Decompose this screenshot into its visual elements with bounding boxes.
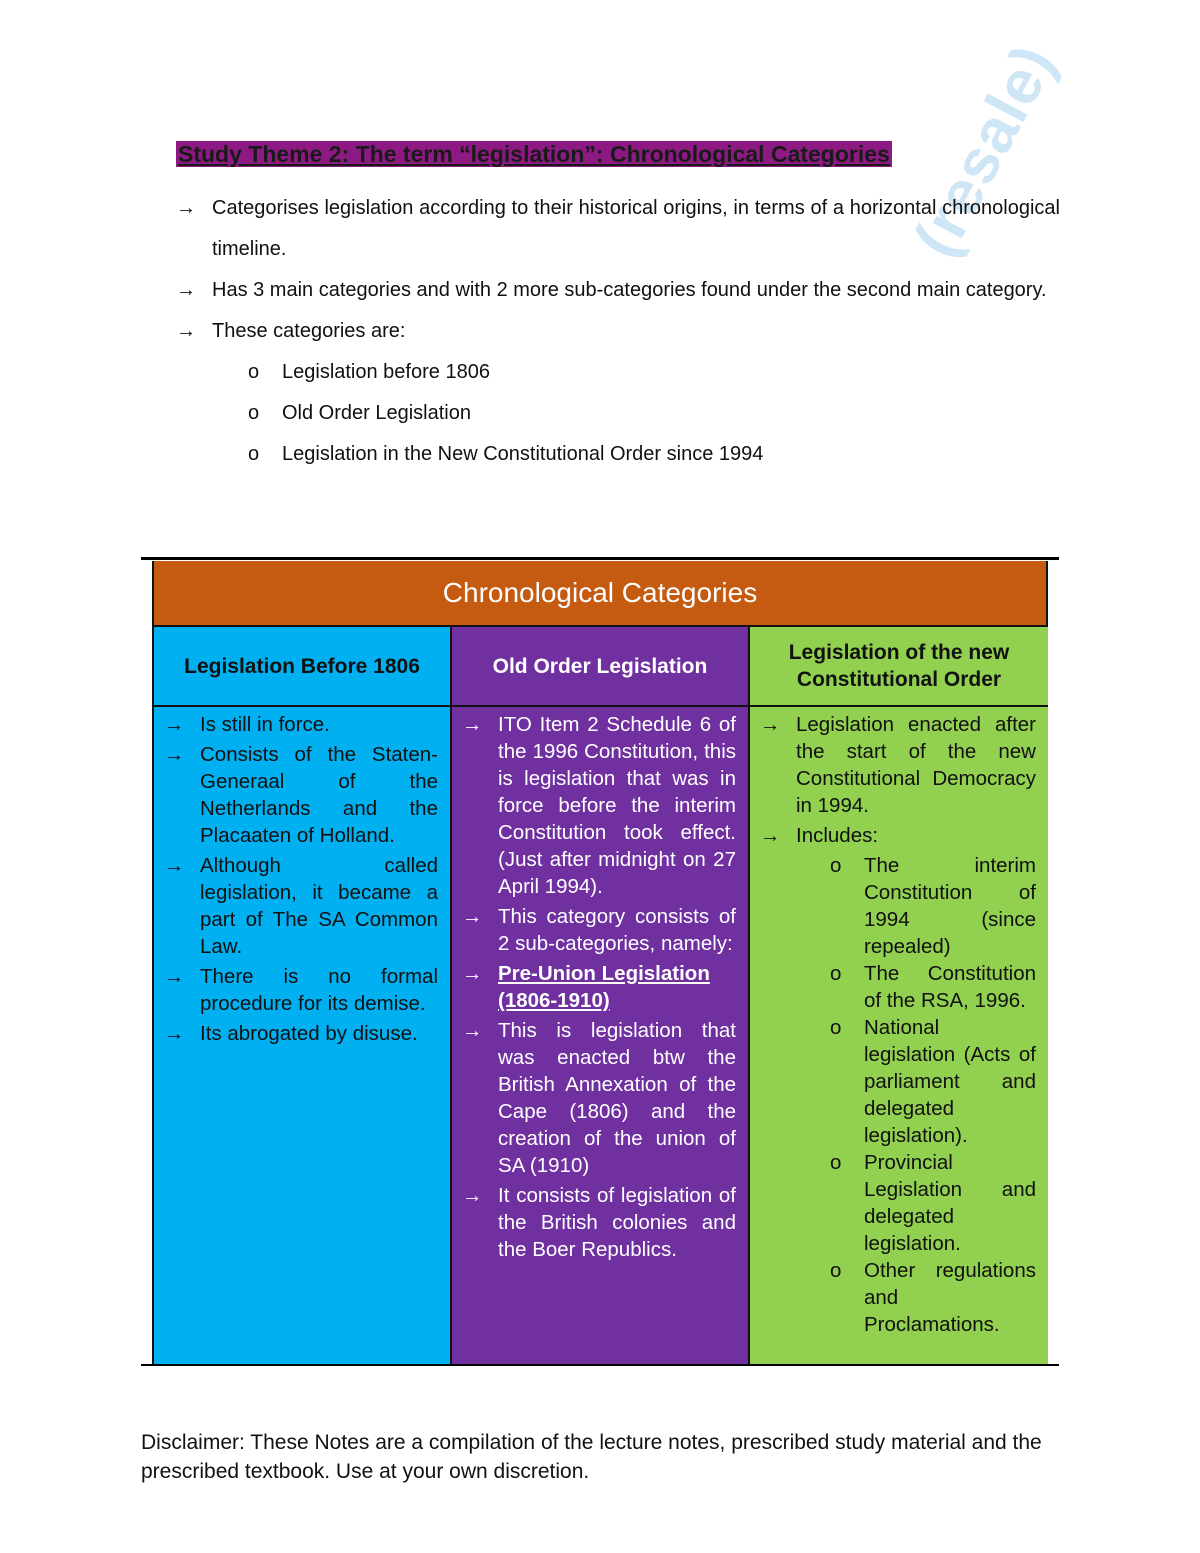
arrow-icon: → [164,854,185,877]
column-body [750,707,1048,1338]
arrow-icon: → [164,1022,185,1045]
sub-list-item: o Provincial Legislation and delegated legislation. [830,1151,1036,1255]
column-body [452,707,748,1263]
sub-bullet-item: o Legislation before 1806 [176,352,1060,393]
list-item: → ITO Item 2 Schedule 6 of the 1996 Constitution, this is legislation that was in force before the interim Constitution took effect. (Just after midnight on 27 April 1994). [462,713,736,898]
list-item: → Is still in force. [164,713,330,736]
column-heading: Legislation of the new Constitutional Order [750,627,1048,707]
arrow-icon: → [164,713,185,736]
list-item: → There is no formal procedure for its demise. [164,965,438,1015]
sub-list-item: o The interim Constitution of 1994 (since repealed) [830,854,1036,958]
circle-bullet-icon: o [830,854,842,877]
sub-list-item: o Other regulations and Proclamations. [830,1259,1036,1336]
table-header: Chronological Categories [154,561,1046,627]
list-item: → This category consists of 2 sub-categories, namely: [462,905,736,955]
column-body [154,707,450,1047]
chronological-categories-table [152,561,1048,1364]
circle-bullet-icon: o [830,1259,842,1282]
list-item: → Includes: [760,824,879,847]
arrow-icon: → [462,1019,483,1042]
arrow-icon: → [176,320,196,342]
sub-list-item: o National legislation (Acts of parliament and delegated legislation). [830,1016,1036,1147]
arrow-icon: → [760,824,781,847]
sub-list-item: o The Constitution of the RSA, 1996. [830,962,1036,1012]
circle-bullet-icon: o [830,962,842,985]
circle-bullet-icon: o [248,361,260,383]
arrow-icon: → [462,905,483,928]
circle-bullet-icon: o [830,1016,842,1039]
arrow-icon: → [462,1184,483,1207]
column-heading: Old Order Legislation [452,627,748,707]
circle-bullet-icon: o [830,1151,842,1174]
list-item: → Consists of the Staten-Generaal of the Netherlands and the Placaaten of Holland. [164,743,438,847]
arrow-icon: → [462,713,483,736]
intro-bullets [176,188,1060,475]
table-bottom-rule [141,1364,1059,1366]
arrow-icon: → [176,197,196,219]
bullet-item: → Categorises legislation according to their historical origins, in terms of a horizontal chronological timeline. [176,188,1060,270]
circle-bullet-icon: o [248,443,260,465]
bullet-item: → Has 3 main categories and with 2 more sub-categories found under the second main category. [176,270,1060,311]
sub-bullet-item: o Old Order Legislation [176,393,1060,434]
arrow-icon: → [164,743,185,766]
page-title: Study Theme 2: The term “legislation”: Chronological Categories [178,141,890,167]
watermark-text: (resale) [900,33,1070,268]
list-item-subcategory: → Pre-Union Legislation (1806-1910) [462,962,710,1012]
bullet-item: → These categories are: [176,311,1060,352]
arrow-icon: → [462,962,483,985]
list-item: → Legislation enacted after the start of the new Constitutional Democracy in 1994. [760,713,1036,817]
list-item: → Its abrogated by disuse. [164,1022,418,1045]
arrow-icon: → [760,713,781,736]
list-item: → Although called legislation, it became a part of The SA Common Law. [164,854,438,958]
list-item: → This is legislation that was enacted btw the British Annexation of the Cape (1806) and the creation of the union of SA (1910) [462,1019,736,1177]
table-top-rule [141,557,1059,560]
column-before-1806 [154,627,452,1364]
arrow-icon: → [164,965,185,988]
arrow-icon: → [176,279,196,301]
disclaimer-text: Disclaimer: These Notes are a compilation of the lecture notes, prescribed study material and the prescribed textbook. Use at your own discretion. [141,1431,1042,1483]
circle-bullet-icon: o [248,402,260,424]
column-heading: Legislation Before 1806 [154,627,450,707]
column-new-order [750,627,1048,1364]
list-item: → It consists of legislation of the British colonies and the Boer Republics. [462,1184,736,1261]
column-old-order [452,627,750,1364]
sub-bullet-item: o Legislation in the New Constitutional Order since 1994 [176,434,1060,475]
